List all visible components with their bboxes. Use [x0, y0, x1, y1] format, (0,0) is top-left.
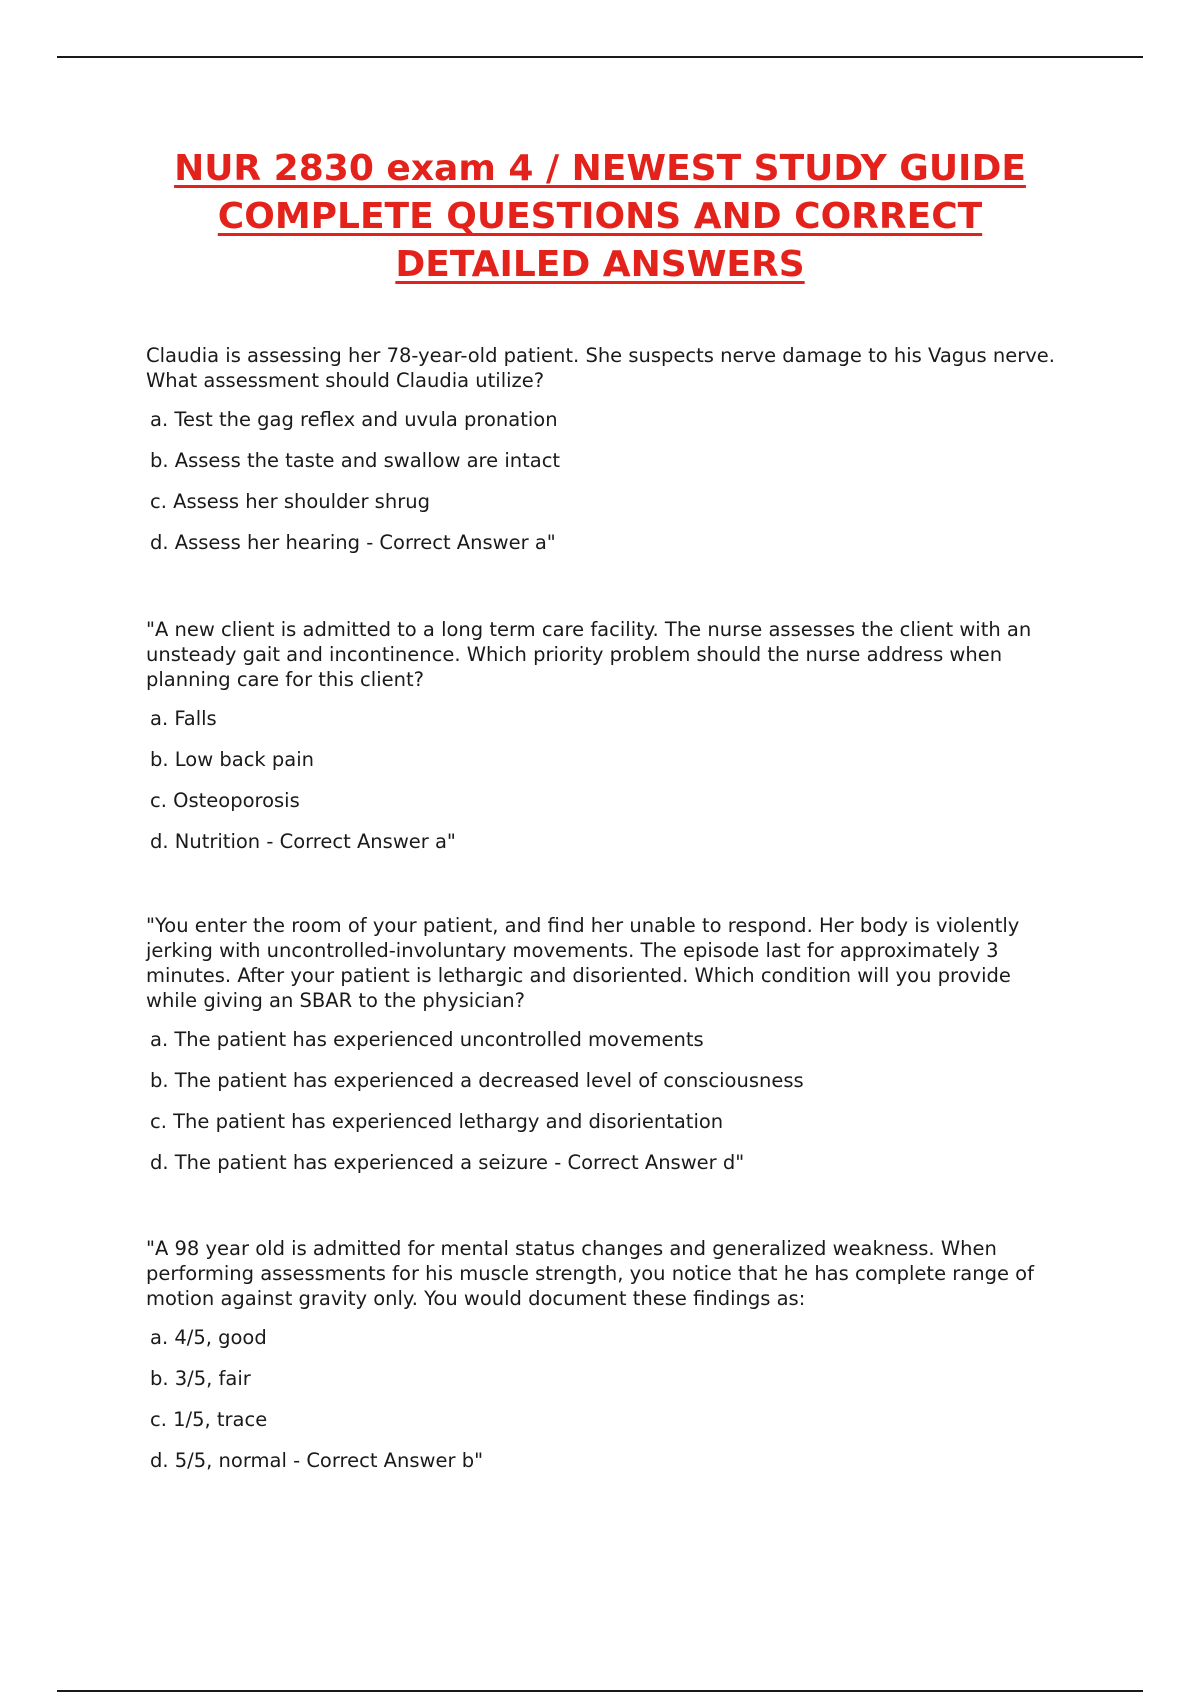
answer-option-b: b. Assess the taste and swallow are intact: [150, 449, 561, 472]
title-line-2: COMPLETE QUESTIONS AND CORRECT: [217, 196, 983, 237]
answer-option-a: a. The patient has experienced uncontrolled movements: [150, 1028, 704, 1051]
answer-option-a: a. Test the gag reflex and uvula pronation: [150, 408, 558, 431]
answer-option-c: c. Assess her shoulder shrug: [150, 490, 430, 513]
title-line-3: DETAILED ANSWERS: [395, 244, 805, 285]
top-divider: [57, 56, 1143, 58]
answer-option-c: c. The patient has experienced lethargy and disorientation: [150, 1110, 724, 1133]
question-block-4: [146, 1236, 1066, 1473]
question-stem: "A new client is admitted to a long term care facility. The nurse assesses the client with an unsteady gait and incontinence. Which priority problem should the nurse address when planning care for this client?: [146, 618, 1032, 691]
question-block-3: [146, 913, 1066, 1175]
question-stem: "You enter the room of your patient, and find her unable to respond. Her body is violently jerking with uncontrolled-involuntary movements. The episode last for approximately 3 minutes. After your patient is lethargic and disoriented. Which condition will you provide while giving an SBAR to the physician?: [146, 914, 1020, 1012]
bottom-divider: [57, 1690, 1143, 1692]
question-stem: "A 98 year old is admitted for mental status changes and generalized weakness. When performing assessments for his muscle strength, you notice that he has complete range of motion against gravity only. You would document these findings as:: [146, 1237, 1034, 1310]
answer-option-b: b. 3/5, fair: [150, 1367, 251, 1390]
document-title: [100, 145, 1100, 289]
answer-option-a: a. 4/5, good: [150, 1326, 267, 1349]
question-block-1: [146, 343, 1066, 555]
answer-option-c: c. Osteoporosis: [150, 789, 300, 812]
answer-option-c: c. 1/5, trace: [150, 1408, 268, 1431]
answer-option-b: b. Low back pain: [150, 748, 315, 771]
question-stem: Claudia is assessing her 78-year-old patient. She suspects nerve damage to his Vagus nerve. What assessment should Claudia utilize?: [146, 344, 1055, 392]
answer-option-d: d. Assess her hearing - Correct Answer a": [150, 531, 556, 554]
title-line-1: NUR 2830 exam 4 / NEWEST STUDY GUIDE: [174, 148, 1026, 189]
answer-option-d: d. 5/5, normal - Correct Answer b": [150, 1449, 484, 1472]
answer-option-d: d. Nutrition - Correct Answer a": [150, 830, 456, 853]
answer-option-d: d. The patient has experienced a seizure - Correct Answer d": [150, 1151, 745, 1174]
answer-option-a: a. Falls: [150, 707, 217, 730]
answer-option-b: b. The patient has experienced a decreased level of consciousness: [150, 1069, 804, 1092]
question-block-2: [146, 617, 1066, 854]
